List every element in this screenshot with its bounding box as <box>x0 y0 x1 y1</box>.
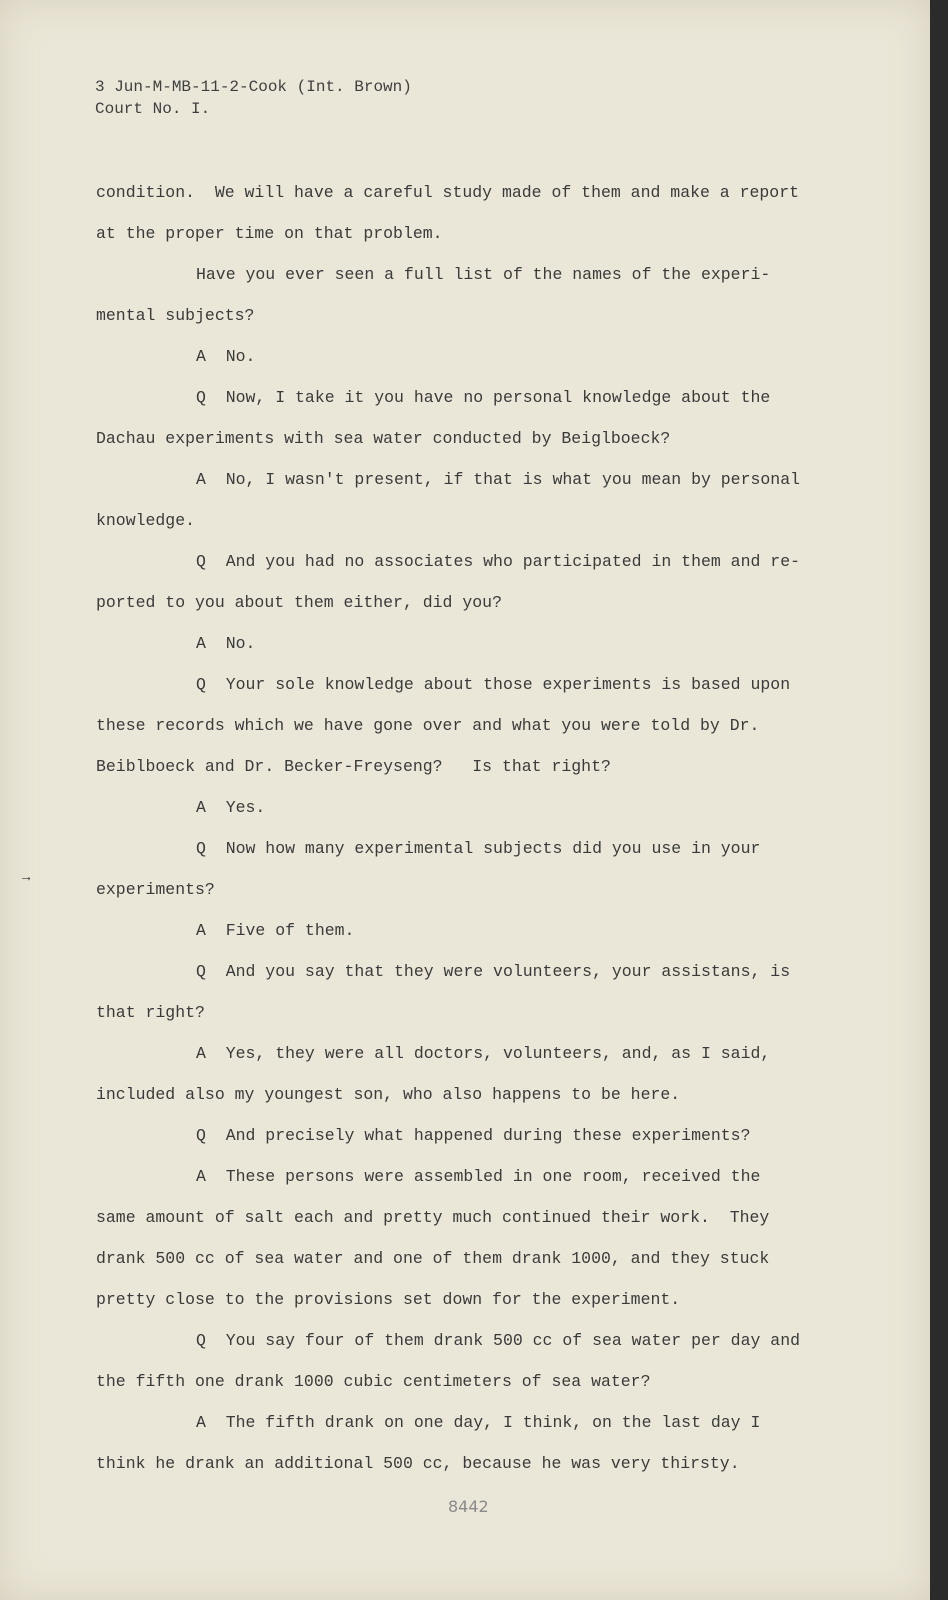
transcript-line: these records which we have gone over and what you were told by Dr. <box>96 716 760 735</box>
page-number: 8442 <box>448 1497 489 1516</box>
transcript-line: the fifth one drank 1000 cubic centimeters of sea water? <box>96 1372 651 1391</box>
transcript-line: A These persons were assembled in one room, received the <box>196 1167 761 1186</box>
transcript-line: experiments? <box>96 880 215 899</box>
transcript-line: A The fifth drank on one day, I think, on the last day I <box>196 1413 761 1432</box>
transcript-line: Have you ever seen a full list of the names of the experi- <box>196 265 771 284</box>
transcript-line: Q You say four of them drank 500 cc of sea water per day and <box>196 1331 800 1350</box>
transcript-line: same amount of salt each and pretty much continued their work. They <box>96 1208 770 1227</box>
transcript-line: knowledge. <box>96 511 196 530</box>
transcript-line: A No, I wasn't present, if that is what you mean by personal <box>196 470 800 489</box>
transcript-line: A No. <box>196 347 256 366</box>
header-court-line: Court No. I. <box>95 100 211 118</box>
scan-edge <box>930 0 948 1600</box>
transcript-line: Q And precisely what happened during these experiments? <box>196 1126 751 1145</box>
transcript-line: condition. We will have a careful study made of them and make a report <box>96 183 800 202</box>
transcript-line: ported to you about them either, did you? <box>96 593 502 612</box>
transcript-line: Q And you had no associates who participated in them and re- <box>196 552 800 571</box>
transcript-line: included also my youngest son, who also happens to be here. <box>96 1085 681 1104</box>
transcript-line: drank 500 cc of sea water and one of them drank 1000, and they stuck <box>96 1249 770 1268</box>
transcript-line: A Five of them. <box>196 921 355 940</box>
margin-mark-icon: → <box>22 870 31 886</box>
transcript-line: Beiblboeck and Dr. Becker-Freyseng? Is that right? <box>96 757 611 776</box>
transcript-line: Dachau experiments with sea water conducted by Beiglboeck? <box>96 429 671 448</box>
transcript-line: pretty close to the provisions set down for the experiment. <box>96 1290 681 1309</box>
transcript-line: A No. <box>196 634 256 653</box>
transcript-line: Q Your sole knowledge about those experiments is based upon <box>196 675 791 694</box>
transcript-line: at the proper time on that problem. <box>96 224 443 243</box>
transcript-line: A Yes, they were all doctors, volunteers, and, as I said, <box>196 1044 771 1063</box>
transcript-line: think he drank an additional 500 cc, because he was very thirsty. <box>96 1454 740 1473</box>
transcript-line: A Yes. <box>196 798 266 817</box>
document-header <box>95 76 412 120</box>
transcript-line: Q Now how many experimental subjects did you use in your <box>196 839 761 858</box>
transcript-line: Q Now, I take it you have no personal knowledge about the <box>196 388 771 407</box>
transcript-line: that right? <box>96 1003 205 1022</box>
header-session-line: 3 Jun-M-MB-11-2-Cook (Int. Brown) <box>95 78 412 96</box>
transcript-line: Q And you say that they were volunteers, your assistans, is <box>196 962 791 981</box>
transcript-line: mental subjects? <box>96 306 255 325</box>
